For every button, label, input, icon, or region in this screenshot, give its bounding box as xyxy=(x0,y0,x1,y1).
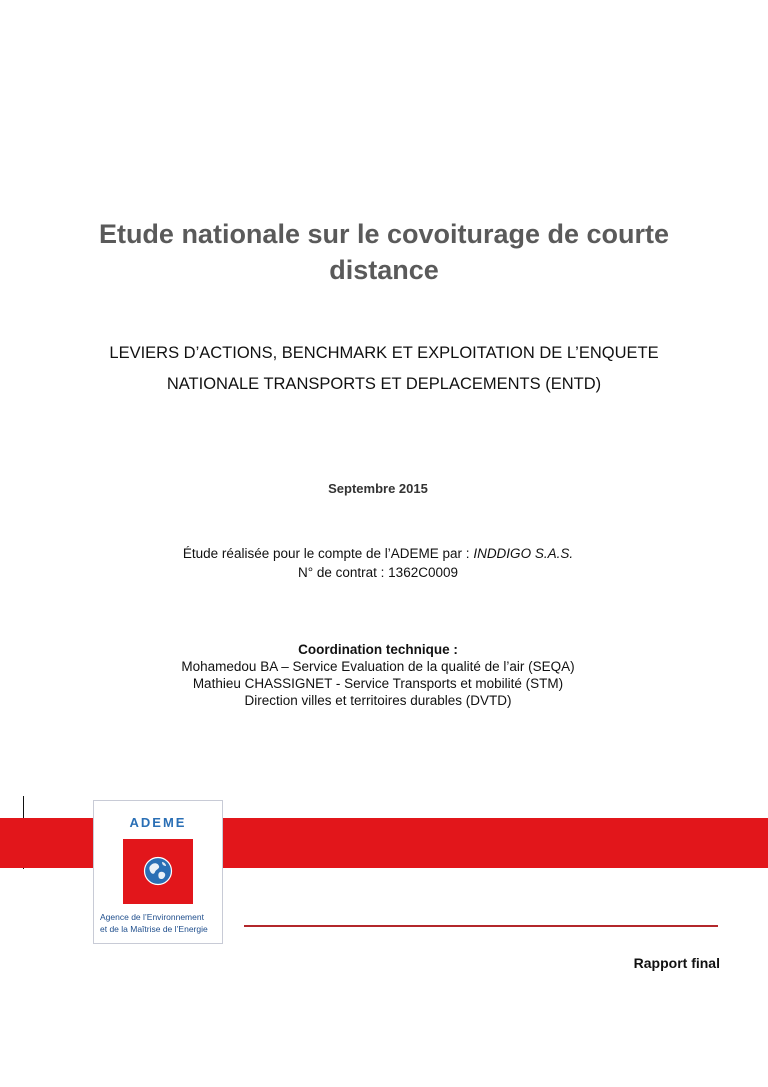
study-prefix: Étude réalisée pour le compte de l’ADEME par : xyxy=(182,546,474,561)
coordination-line-2: Mathieu CHASSIGNET - Service Transports et mobilité (STM) xyxy=(192,676,564,691)
coordination-line-3: Direction villes et territoires durables (DVTD) xyxy=(244,693,512,708)
report-label: Rapport final xyxy=(633,955,720,971)
subtitle-line-2: NATIONALE TRANSPORTS ET DEPLACEMENTS (ENTD) xyxy=(166,375,602,393)
coordination-heading: Coordination technique : xyxy=(298,642,458,657)
subtitle-line-1: LEVIERS D’ACTIONS, BENCHMARK ET EXPLOITATION DE L’ENQUETE xyxy=(109,344,659,362)
globe-icon xyxy=(143,856,173,886)
logo-caption-line-1: Agence de l’Environnement xyxy=(100,912,204,922)
logo-wordmark: ADEME xyxy=(129,815,187,830)
document-subtitle xyxy=(40,338,728,400)
ademe-logo xyxy=(93,800,223,944)
title-line-2: distance xyxy=(329,255,439,285)
coordination-line-1: Mohamedou BA – Service Evaluation de la qualité de l’air (SEQA) xyxy=(181,659,575,674)
coordination-block xyxy=(100,641,656,709)
study-line-1 xyxy=(100,544,656,563)
study-info xyxy=(100,544,656,582)
publication-date: Septembre 2015 xyxy=(328,481,428,496)
title-line-1: Etude nationale sur le covoiturage de courte xyxy=(98,219,670,249)
study-company: INDDIGO S.A.S. xyxy=(473,546,574,561)
logo-red-square xyxy=(123,839,193,904)
logo-caption xyxy=(100,911,218,935)
bottom-rule xyxy=(244,925,718,927)
contract-number: N° de contrat : 1362C0009 xyxy=(297,565,458,580)
document-title xyxy=(60,216,708,288)
logo-caption-line-2: et de la Maîtrise de l’Energie xyxy=(100,924,208,934)
